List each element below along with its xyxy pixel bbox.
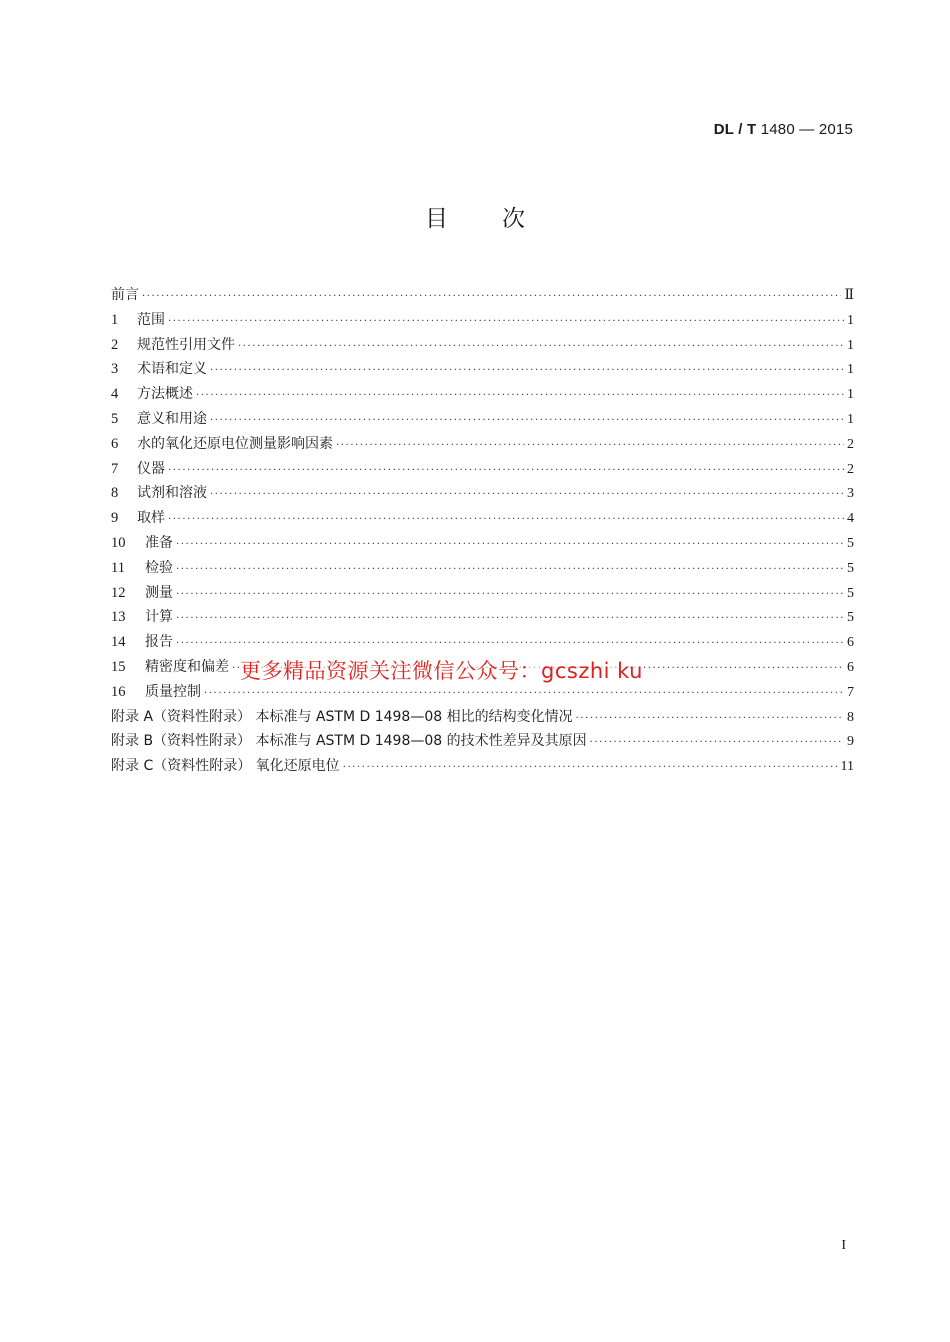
toc-dot-leader (176, 583, 844, 606)
toc-entry-number: 2 (111, 336, 119, 353)
toc-entry-label: 计算 (145, 609, 173, 626)
toc-dot-leader (590, 731, 844, 754)
toc-entry-page: 1 (847, 337, 854, 353)
toc-entry-page: Ⅱ (844, 288, 854, 303)
toc-entry[interactable] (111, 506, 854, 531)
toc-dot-leader (336, 434, 844, 457)
watermark-text: 更多精品资源关注微信公众号：gcszhi ku (240, 655, 643, 685)
toc-entry-label: 报告 (145, 634, 173, 651)
toc-entry-number: 3 (111, 361, 119, 378)
toc-entry-label: 意义和用途 (137, 410, 207, 427)
toc-entry-label: 精密度和偏差 (145, 658, 229, 675)
toc-entry[interactable] (111, 754, 854, 779)
toc-entry-label: 前言 (111, 287, 139, 303)
toc-entry[interactable] (111, 556, 854, 581)
toc-entry-page: 2 (847, 461, 854, 477)
standard-number: 1480 — 2015 (760, 121, 853, 138)
toc-entry-label: 术语和定义 (137, 361, 207, 378)
toc-dot-leader (168, 508, 844, 531)
toc-entry-page: 6 (847, 635, 854, 651)
toc-entry-label: 方法概述 (137, 386, 193, 403)
toc-entry[interactable] (111, 605, 854, 630)
page-number: I (841, 1238, 846, 1253)
toc-entry-label: 仪器 (137, 460, 165, 477)
toc-entry-label: 附录 A（资料性附录） 本标准与 ASTM D 1498—08 相比的结构变化情况 (111, 708, 573, 725)
toc-dot-leader (168, 459, 844, 482)
toc-entry-label: 规范性引用文件 (137, 336, 235, 353)
toc-dot-leader (142, 285, 841, 308)
toc-dot-leader (210, 483, 844, 506)
toc-entry-number: 11 (111, 559, 125, 576)
toc-entry-number: 5 (111, 410, 119, 427)
toc-entry-number: 6 (111, 435, 119, 452)
standard-prefix: DL / T (713, 121, 757, 138)
toc-entry-label: 测量 (145, 584, 173, 601)
toc-dot-leader (343, 756, 838, 779)
toc-entry-label: 附录 C（资料性附录） 氧化还原电位 (111, 758, 340, 775)
toc-dot-leader (210, 409, 844, 432)
toc-entry-page: 3 (847, 486, 854, 502)
toc-entry-page: 11 (840, 759, 854, 775)
toc-dot-leader (196, 384, 844, 407)
toc-entry-label: 水的氧化还原电位测量影响因素 (137, 435, 333, 452)
toc-entry[interactable] (111, 432, 854, 457)
toc-entry-number: 4 (111, 386, 119, 403)
toc-entry-label: 准备 (145, 534, 173, 551)
standard-code (714, 121, 853, 138)
toc-entry-page: 8 (847, 709, 854, 725)
toc-entry-number: 9 (111, 510, 119, 527)
toc-entry-label: 试剂和溶液 (137, 485, 207, 502)
toc-entry-page: 9 (847, 734, 854, 750)
toc-entry[interactable] (111, 382, 854, 407)
toc-entry[interactable] (111, 333, 854, 358)
toc-dot-leader (204, 682, 844, 705)
toc-entry-page: 4 (847, 511, 854, 527)
toc-title: 目次 (425, 206, 579, 232)
toc-entry-number: 15 (111, 658, 126, 675)
toc-entry-page: 2 (847, 436, 854, 452)
toc-dot-leader (176, 533, 844, 556)
toc-entry-number: 8 (111, 485, 119, 502)
toc-entry-number: 1 (111, 311, 119, 328)
toc-dot-leader (176, 632, 844, 655)
toc-entry-page: 5 (847, 610, 854, 626)
toc-entry[interactable] (111, 407, 854, 432)
toc-entry-page: 5 (847, 585, 854, 601)
toc-entry[interactable] (111, 630, 854, 655)
toc-entry-page: 1 (847, 362, 854, 378)
toc-entry-number: 10 (111, 534, 126, 551)
toc-entry-page: 1 (847, 411, 854, 427)
toc-entry-number: 14 (111, 634, 126, 651)
toc-entry-page: 5 (847, 560, 854, 576)
toc-entry[interactable] (111, 357, 854, 382)
toc-entry-page: 7 (847, 684, 854, 700)
toc-entry[interactable] (111, 481, 854, 506)
toc-dot-leader (176, 607, 844, 630)
toc-entry-number: 7 (111, 460, 119, 477)
table-of-contents (111, 283, 854, 779)
toc-entry[interactable] (111, 729, 854, 754)
toc-dot-leader (176, 558, 844, 581)
toc-entry-label: 质量控制 (145, 683, 201, 700)
toc-entry-number: 16 (111, 683, 126, 700)
toc-entry-number: 12 (111, 584, 126, 601)
toc-entry[interactable] (111, 283, 854, 308)
toc-entry-page: 5 (847, 535, 854, 551)
toc-entry[interactable] (111, 531, 854, 556)
toc-entry-label: 附录 B（资料性附录） 本标准与 ASTM D 1498—08 的技术性差异及其原因 (111, 733, 587, 750)
toc-dot-leader (168, 310, 844, 333)
toc-entry-label: 取样 (137, 510, 165, 527)
toc-entry-page: 1 (847, 387, 854, 403)
toc-entry-page: 1 (847, 312, 854, 328)
toc-entry-number: 13 (111, 609, 126, 626)
toc-entry[interactable] (111, 457, 854, 482)
toc-dot-leader (576, 707, 844, 730)
toc-entry[interactable] (111, 705, 854, 730)
toc-entry[interactable] (111, 308, 854, 333)
toc-entry-page: 6 (847, 659, 854, 675)
toc-dot-leader (210, 359, 844, 382)
toc-entry[interactable] (111, 581, 854, 606)
toc-dot-leader (238, 335, 844, 358)
toc-entry-label: 检验 (145, 559, 173, 576)
toc-entry-label: 范围 (137, 311, 165, 328)
